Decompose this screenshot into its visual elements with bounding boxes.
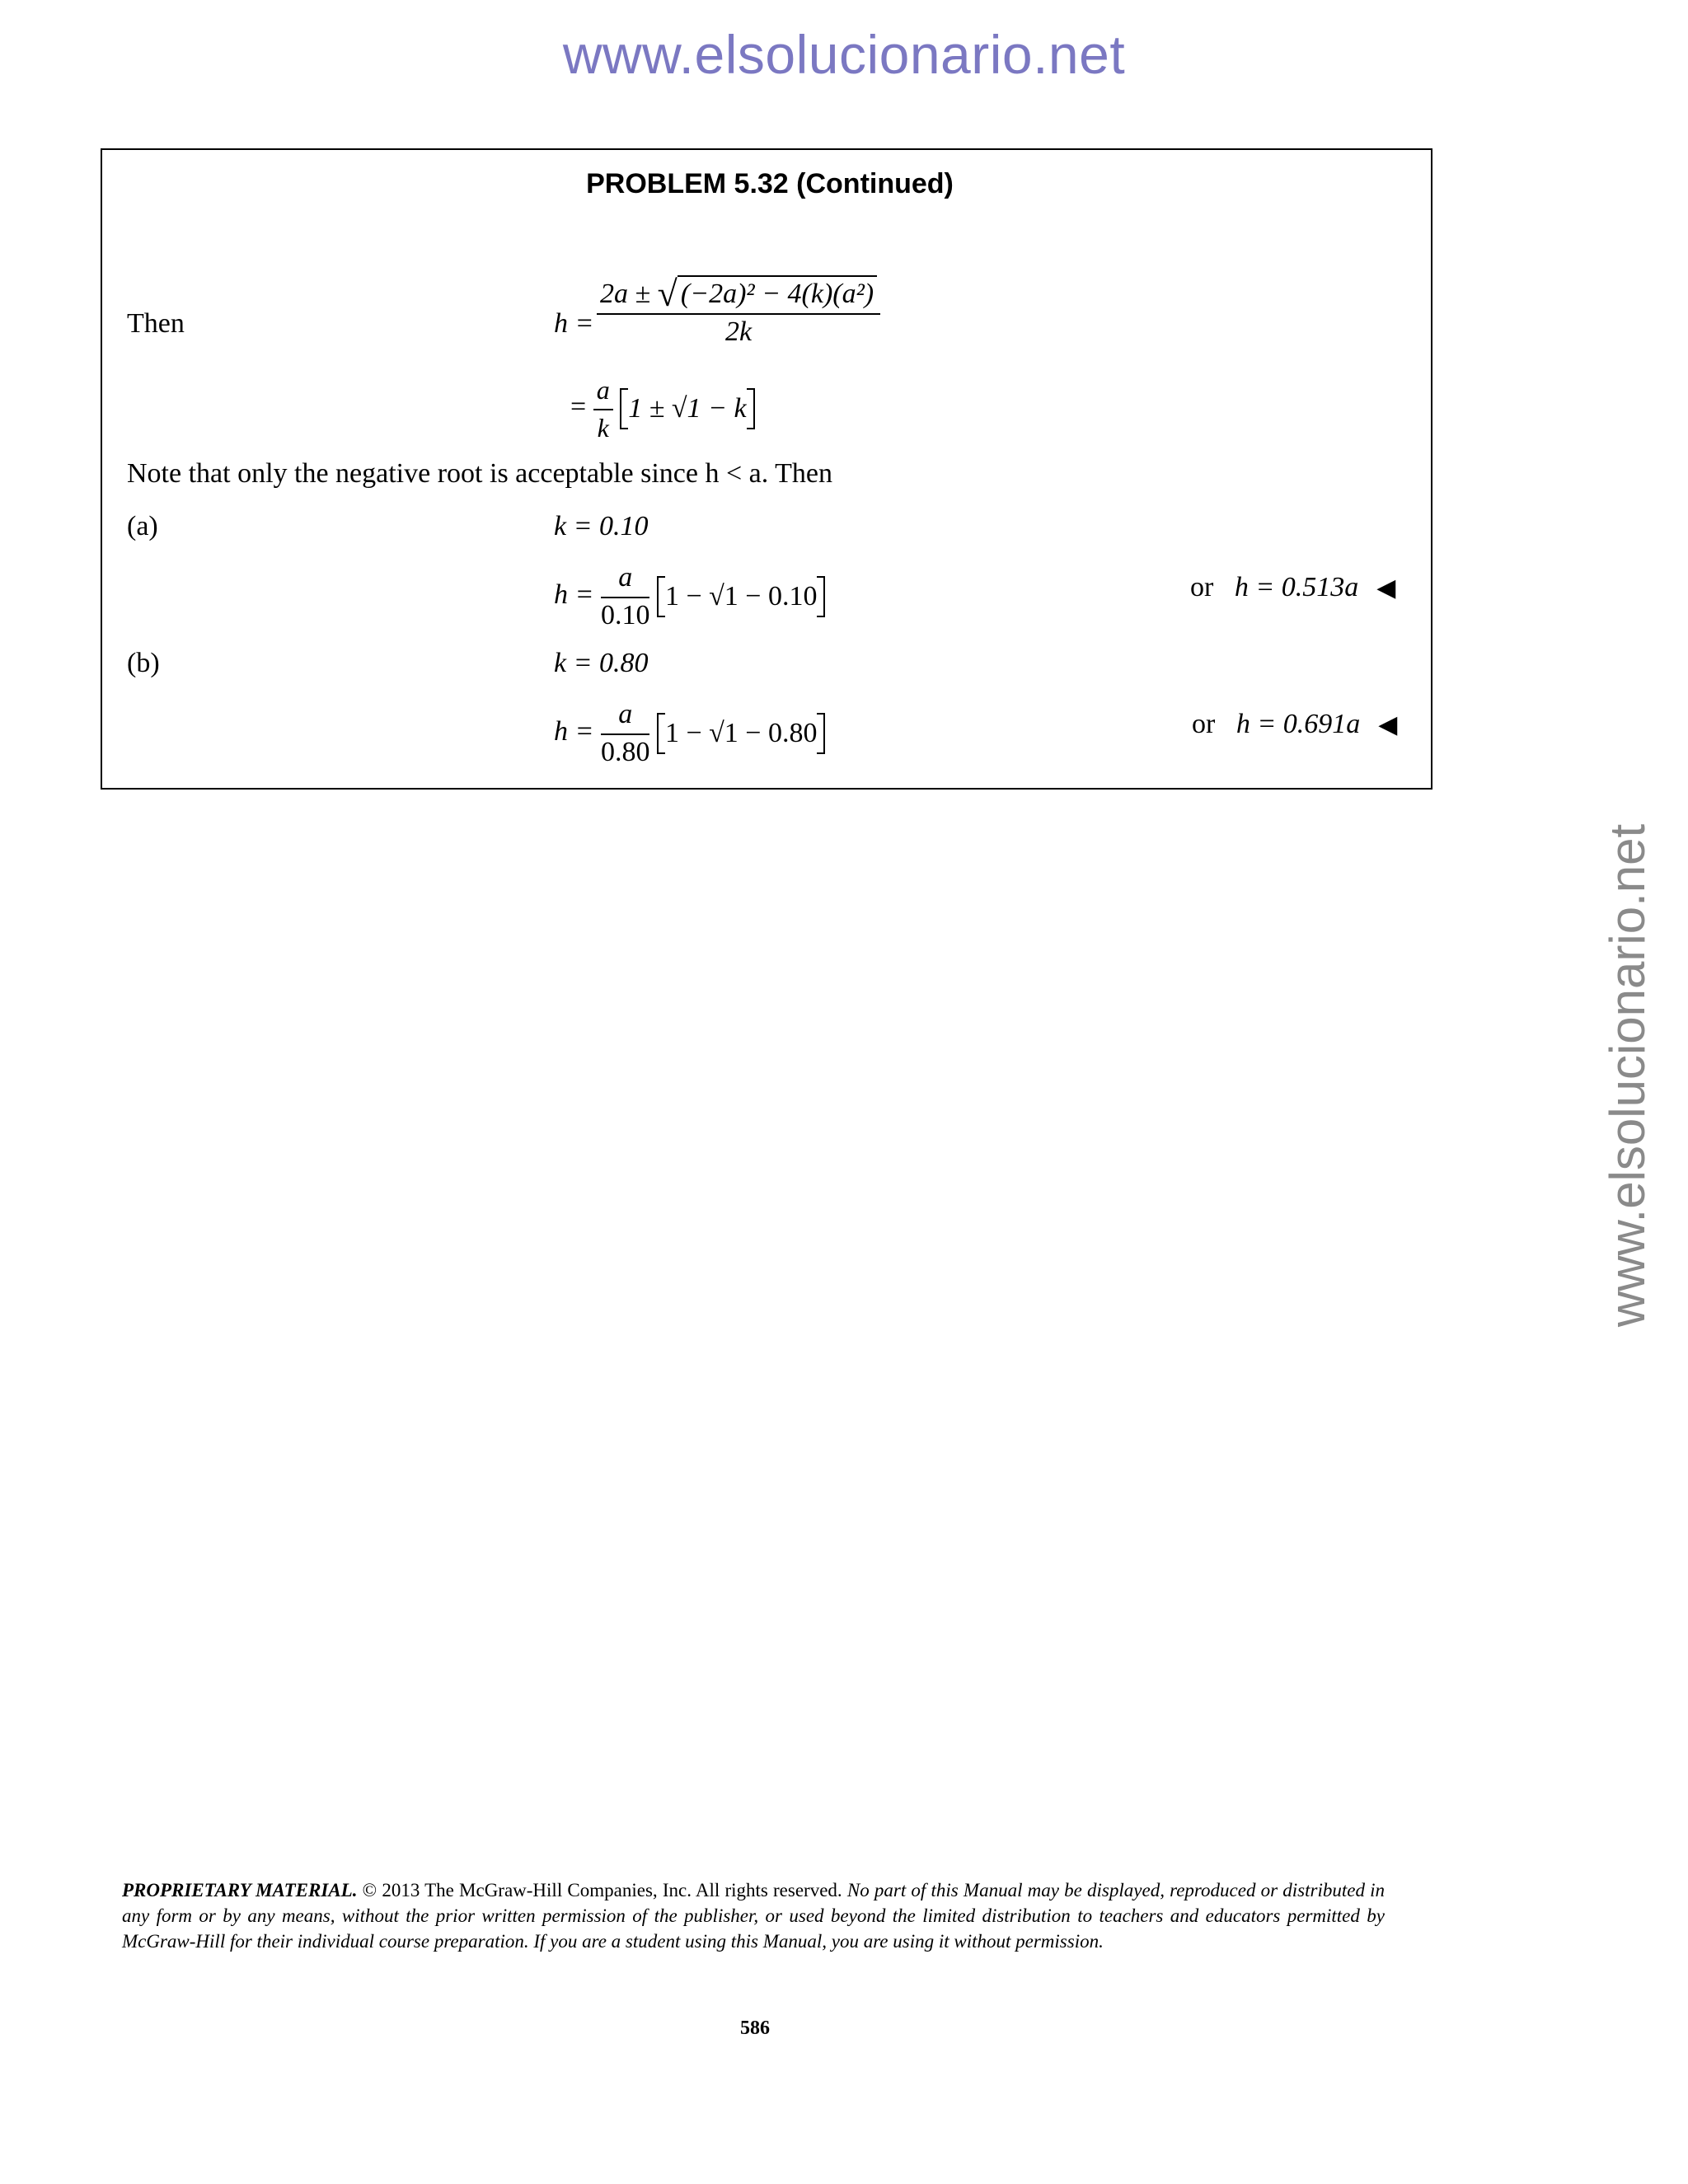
watermark-top: www.elsolucionario.net [562,24,1126,85]
part-b-h-lhs: h = [554,715,594,747]
part-a-k: k = 0.10 [554,511,649,541]
sqrt-icon: √ [657,274,678,314]
eq2-numerator: a [593,373,613,410]
part-a-label: (a) [127,511,158,541]
part-a-denominator: 0.10 [600,600,650,630]
part-a-bracket-content: 1 − √1 − 0.10 [664,581,818,612]
eq2-denominator: k [597,413,609,443]
right-bracket-icon [747,388,755,429]
eq2-line [570,373,755,445]
problem-title: PROBLEM 5.32 (Continued) [586,168,954,199]
footer-italic: No part of this Manual may be displayed, reproduced or distributed in any form or by any means, without the prior written permission of the publisher, or used beyond the limited distribution to teachers and educators permitted by McGraw-Hill for their individual course preparation. If you are a student using this Manual, you are using it without permission. [122,1880,1386,1952]
left-bracket-icon [657,713,665,754]
quad-denominator: 2k [725,316,753,347]
part-b-denominator: 0.80 [600,737,650,767]
part-a-or: or [1190,572,1214,602]
part-b-equation [554,697,825,770]
part-b-answer-line [1192,709,1397,740]
right-bracket-icon [817,713,825,754]
then-label: Then [127,308,185,339]
page-number: 586 [740,2018,770,2039]
footer-bold: PROPRIETARY MATERIAL. [122,1880,358,1900]
watermark-side: www.elsolucionario.net [1600,823,1655,1328]
left-triangle-icon: ◀ [1378,710,1398,739]
note-text: Note that only the negative root is acceptable since h < a. Then [127,458,832,489]
part-a-answer: h = 0.513a [1234,572,1359,602]
solution-box [101,148,1432,790]
part-b-label: (b) [127,648,160,678]
quad-radicand: (−2a)² − 4(k)(a²) [678,275,877,312]
copyright-footer [122,1877,1385,1954]
eq2-bracket-content: 1 ± √1 − k [628,393,747,424]
part-b-k: k = 0.80 [554,648,649,678]
h-equals-1: h = [554,308,594,339]
part-a-answer-line [1190,572,1395,603]
part-b-answer: h = 0.691a [1236,709,1361,739]
left-triangle-icon: ◀ [1376,574,1396,602]
right-bracket-icon [817,576,825,617]
part-a-equation [554,560,825,633]
quadratic-fraction [597,274,880,349]
left-bracket-icon [657,576,665,617]
part-b-numerator: a [601,697,650,735]
part-a-numerator: a [601,560,650,598]
part-b-or: or [1192,709,1216,739]
footer-plain: © 2013 The McGraw-Hill Companies, Inc. All rights reserved. [357,1880,847,1900]
left-bracket-icon [620,388,628,429]
part-b-bracket-content: 1 − √1 − 0.80 [664,718,818,748]
eq2-equals: = [570,391,587,422]
part-a-h-lhs: h = [554,579,594,610]
quad-num-left: 2a ± [600,279,658,309]
